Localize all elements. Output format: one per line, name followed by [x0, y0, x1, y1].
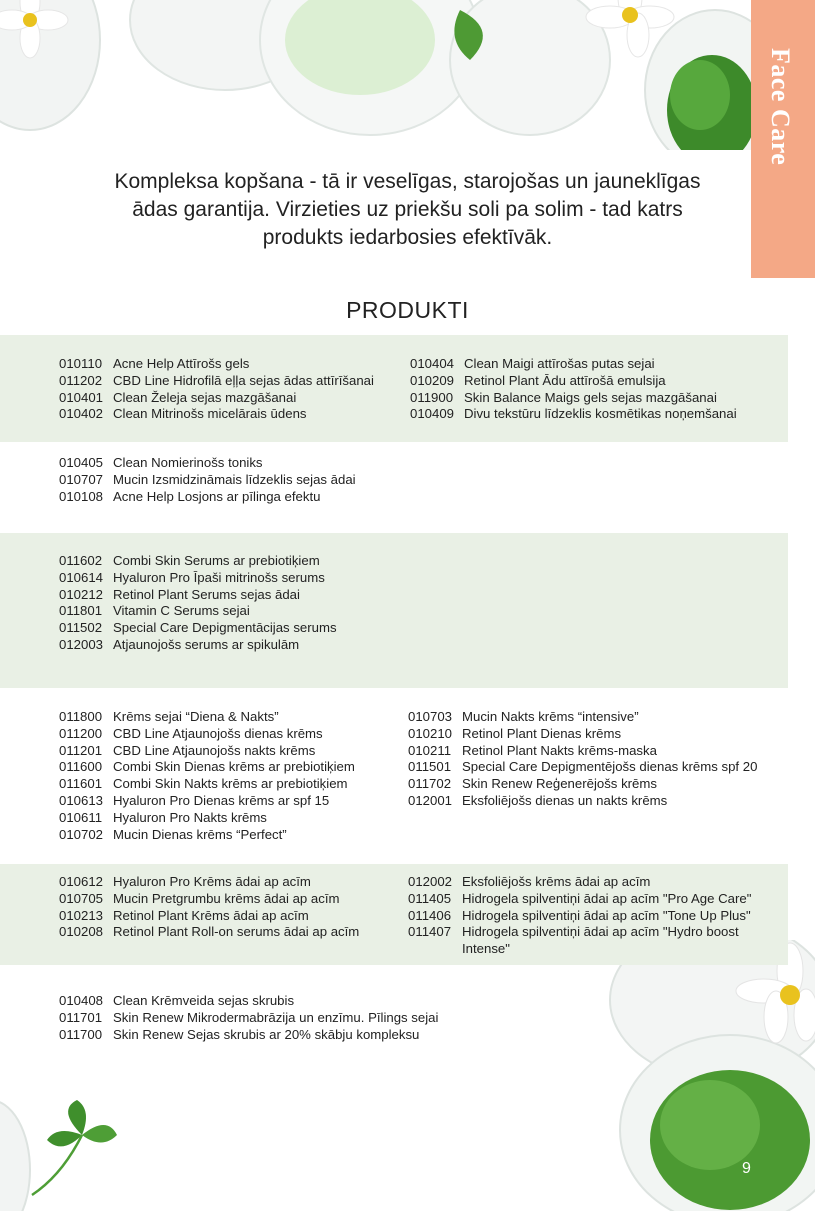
product-row	[59, 356, 374, 373]
product-row	[408, 759, 757, 776]
section-eye-right	[408, 874, 782, 958]
product-name: Clean Maigi attīrošas putas sejai	[464, 356, 655, 371]
product-row	[408, 874, 782, 891]
product-code: 010405	[59, 455, 104, 470]
product-name: Combi Skin Serums ar prebiotiķiem	[113, 553, 320, 568]
product-code: 011200	[59, 725, 103, 741]
product-name: Eksfoliējošs krēms ādai ap acīm	[462, 874, 651, 889]
product-row	[408, 908, 782, 925]
product-row	[59, 406, 374, 423]
product-row	[408, 743, 757, 760]
product-row	[59, 455, 356, 472]
product-row	[59, 390, 374, 407]
product-name: Skin Balance Maigs gels sejas mazgāšanai	[464, 389, 717, 405]
section-scrubs-left	[59, 993, 438, 1043]
product-code: 010211	[408, 742, 452, 758]
product-row	[59, 993, 438, 1010]
page-number: 9	[742, 1160, 751, 1177]
section-creams-right	[408, 709, 757, 810]
bottom-left-decoration	[0, 1090, 160, 1211]
product-code: 010213	[59, 907, 104, 923]
product-row	[59, 776, 355, 793]
section-cleansing-right	[410, 356, 737, 423]
product-row	[59, 793, 355, 810]
product-row	[59, 1027, 438, 1044]
product-name: CBD Line Atjaunojošs dienas krēms	[113, 725, 323, 741]
product-name: Retinol Plant Ādu attīrošā emulsija	[464, 372, 666, 388]
product-name: Mucin Nakts krēms “intensive”	[462, 709, 639, 724]
product-name: Skin Renew Reģenerējošs krēms	[462, 776, 657, 792]
product-code: 010212	[59, 586, 104, 602]
product-code: 011800	[59, 709, 103, 724]
product-code: 011700	[59, 1026, 103, 1042]
product-row	[59, 759, 355, 776]
product-row	[410, 390, 737, 407]
product-name: Krēms sejai “Diena & Nakts”	[113, 709, 279, 724]
product-name: CBD Line Hidrofilā eļļa sejas ādas attīrīšanai	[113, 372, 374, 388]
product-name: Mucin Pretgrumbu krēms ādai ap acīm	[113, 890, 340, 906]
product-row	[59, 810, 355, 827]
product-code: 010611	[59, 809, 103, 825]
product-code: 011405	[408, 890, 452, 906]
product-code: 010612	[59, 874, 104, 889]
product-name: Retinol Plant Roll-on serums ādai ap acīm	[113, 924, 360, 940]
product-row	[408, 924, 782, 958]
product-code: 012002	[408, 874, 453, 889]
product-name: Combi Skin Nakts krēms ar prebiotiķiem	[113, 776, 348, 792]
product-row	[408, 776, 757, 793]
product-name: Acne Help Losjons ar pīlinga efektu	[113, 488, 321, 504]
product-code: 010703	[408, 709, 453, 724]
product-code: 011201	[59, 742, 103, 758]
product-row	[59, 637, 337, 654]
product-row	[59, 874, 359, 891]
intro-text: Kompleksa kopšana - tā ir veselīgas, starojošas un jauneklīgas ādas garantija. Virzieties uz priekšu soli pa solim - tad katrs produkts iedarbosies efektīvāk.	[114, 170, 701, 249]
product-code: 010707	[59, 471, 104, 487]
product-name: Hidrogela spilventiņi ādai ap acīm "Pro Age Care"	[462, 890, 752, 906]
product-name: Special Care Depigmentējošs dienas krēms spf 20	[462, 759, 758, 775]
product-row	[59, 603, 337, 620]
product-code: 011600	[59, 759, 103, 775]
products-heading: PRODUKTI	[346, 297, 469, 323]
product-code: 012003	[59, 636, 104, 652]
product-row	[408, 793, 757, 810]
product-code: 010409	[410, 406, 455, 422]
product-row	[59, 553, 337, 570]
product-row	[59, 620, 337, 637]
product-name: Hidrogela spilventiņi ādai ap acīm "Hydro boost Intense"	[462, 924, 739, 957]
top-decoration	[0, 0, 760, 150]
product-name: Retinol Plant Dienas krēms	[462, 725, 622, 741]
product-row	[410, 406, 737, 423]
product-code: 011406	[408, 907, 452, 923]
product-row	[59, 908, 359, 925]
product-name: Hyaluron Pro Krēms ādai ap acīm	[113, 874, 311, 889]
section-tab-label: Face Care	[766, 48, 795, 166]
product-code: 010408	[59, 993, 104, 1008]
product-code: 011801	[59, 603, 103, 619]
product-code: 010404	[410, 356, 455, 371]
product-name: Hyaluron Pro Īpaši mitrinošs serums	[113, 569, 325, 585]
product-code: 010108	[59, 488, 104, 504]
product-name: Eksfoliējošs dienas un nakts krēms	[462, 792, 668, 808]
product-code: 010402	[59, 406, 104, 422]
product-code: 011407	[408, 924, 452, 940]
section-toners-left	[59, 455, 356, 505]
product-row	[59, 743, 355, 760]
product-code: 011702	[408, 776, 452, 792]
product-name: Acne Help Attīrošs gels	[113, 356, 250, 371]
product-code: 012001	[408, 792, 453, 808]
product-code: 010614	[59, 569, 104, 585]
product-name: Hidrogela spilventiņi ādai ap acīm "Tone Up Plus"	[462, 907, 751, 923]
bottom-right-decoration	[600, 940, 815, 1211]
product-row	[59, 709, 355, 726]
product-name: Clean Krēmveida sejas skrubis	[113, 993, 295, 1008]
product-code: 010401	[59, 389, 104, 405]
product-name: Mucin Izsmidzināmais līdzeklis sejas ādai	[113, 471, 356, 487]
product-name: Combi Skin Dienas krēms ar prebiotiķiem	[113, 759, 355, 775]
product-code: 011502	[59, 620, 103, 636]
product-name: CBD Line Atjaunojošs nakts krēms	[113, 742, 316, 758]
product-row	[410, 373, 737, 390]
product-row	[408, 726, 757, 743]
product-code: 010110	[59, 356, 103, 371]
product-row	[59, 570, 337, 587]
product-name: Retinol Plant Nakts krēms-maska	[462, 742, 657, 758]
product-name: Retinol Plant Krēms ādai ap acīm	[113, 907, 309, 923]
section-serums-left	[59, 553, 337, 654]
product-row	[59, 891, 359, 908]
product-name: Vitamin C Serums sejai	[113, 603, 250, 619]
product-code: 011202	[59, 372, 103, 388]
product-code: 011602	[59, 553, 103, 568]
product-row	[59, 1010, 438, 1027]
product-name: Atjaunojošs serums ar spikulām	[113, 636, 300, 652]
product-name: Retinol Plant Serums sejas ādai	[113, 586, 300, 602]
section-cleansing-left	[59, 356, 374, 423]
product-code: 010210	[408, 725, 453, 741]
product-name: Clean Mitrinošs micelārais ūdens	[113, 406, 307, 422]
product-code: 011900	[410, 389, 454, 405]
product-code: 011501	[408, 759, 452, 775]
product-code: 010613	[59, 792, 104, 808]
product-code: 011601	[59, 776, 103, 792]
product-name: Clean Želeja sejas mazgāšanai	[113, 389, 297, 405]
product-name: Special Care Depigmentācijas serums	[113, 620, 337, 636]
product-code: 010702	[59, 826, 104, 842]
section-creams-left	[59, 709, 355, 843]
product-row	[59, 489, 356, 506]
product-row	[59, 587, 337, 604]
product-row	[59, 373, 374, 390]
product-row	[59, 924, 359, 941]
section-eye-left	[59, 874, 359, 941]
product-code: 010208	[59, 924, 104, 940]
product-row	[408, 891, 782, 908]
product-row	[59, 726, 355, 743]
product-name: Skin Renew Sejas skrubis ar 20% skābju kompleksu	[113, 1026, 420, 1042]
product-name: Divu tekstūru līdzeklis kosmētikas noņemšanai	[464, 406, 737, 422]
product-name: Hyaluron Pro Nakts krēms	[113, 809, 267, 825]
product-code: 010705	[59, 890, 104, 906]
product-row	[408, 709, 757, 726]
product-row	[59, 472, 356, 489]
product-code: 011701	[59, 1009, 103, 1025]
product-code: 010209	[410, 372, 455, 388]
product-name: Mucin Dienas krēms “Perfect”	[113, 826, 287, 842]
product-row	[59, 827, 355, 844]
product-name: Hyaluron Pro Dienas krēms ar spf 15	[113, 792, 330, 808]
product-row	[410, 356, 737, 373]
product-name: Skin Renew Mikrodermabrāzija un enzīmu. Pīlings sejai	[113, 1009, 439, 1025]
product-name: Clean Nomierinošs toniks	[113, 455, 263, 470]
